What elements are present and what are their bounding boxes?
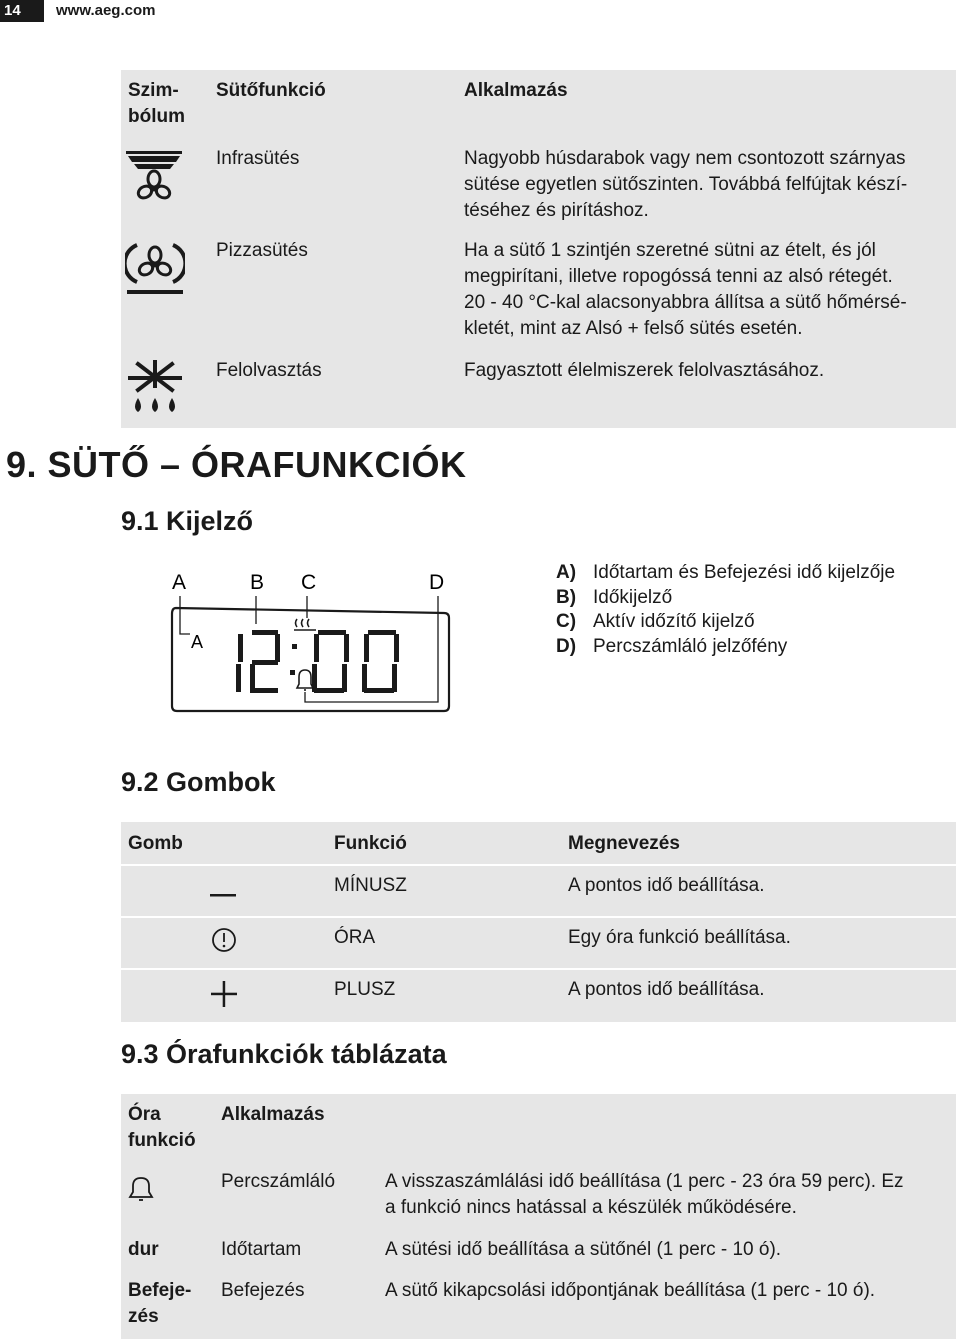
text-line: Fagyasztott élelmiszerek felolvasztásához. <box>464 360 825 381</box>
legend-key: A) <box>556 562 577 583</box>
function-name: Pizzasütés <box>216 240 308 261</box>
defrost-icon <box>126 360 184 423</box>
button-description: Egy óra funkció beállítása. <box>568 927 791 948</box>
legend-key: D) <box>556 635 577 657</box>
label-b: B <box>250 571 265 594</box>
function-symbol: Befeje- zés <box>128 1280 192 1327</box>
clock-icon <box>211 927 237 958</box>
header-symbol: Szim- bólum <box>128 80 185 127</box>
display-legend <box>556 561 895 659</box>
label-a: A <box>172 571 187 594</box>
application-text <box>385 1237 781 1263</box>
text-line: Ha a sütő 1 szintjén szeretné sütni az ételt, és jól <box>464 240 876 261</box>
active-timer-icon <box>294 619 316 630</box>
subsection-title-buttons: 9.2 Gombok <box>121 767 276 797</box>
legend-text: Időkijelző <box>593 586 673 608</box>
application-text <box>464 146 907 224</box>
infrared-grill-fan-icon <box>126 151 182 208</box>
function-symbol: dur <box>128 1239 159 1260</box>
page-header <box>0 0 960 22</box>
text-line: megpirítani, illetve ropogóssá tenni az alsó rétegét. <box>464 266 893 287</box>
header-button: Gomb <box>128 833 183 854</box>
legend-item <box>556 610 895 635</box>
header-clock-function: Óra funkció <box>128 1104 196 1151</box>
table-row <box>121 970 956 1022</box>
section-title: 9. SÜTŐ – ÓRAFUNKCIÓK <box>6 444 467 485</box>
header-function: Funkció <box>334 833 407 854</box>
header-name: Megnevezés <box>568 833 680 854</box>
text-line: sütése egyetlen sütőszinten. Továbbá felfújtak készí- <box>464 174 908 195</box>
legend-item <box>556 635 895 660</box>
function-name: Infrasütés <box>216 148 300 169</box>
function-name: Felolvasztás <box>216 360 322 381</box>
text-line: A sütési idő beállítása a sütőnél (1 perc - 10 ó). <box>385 1239 782 1260</box>
legend-text: Percszámláló jelzőfény <box>593 635 788 657</box>
application-text <box>464 238 907 342</box>
function-name: Befejezés <box>221 1280 305 1301</box>
text-line: a funkció nincs hatással a készülék működésére. <box>385 1197 797 1218</box>
minus-icon <box>210 886 238 904</box>
plus-icon <box>210 980 238 1013</box>
header-row <box>121 822 956 866</box>
function-name: ÓRA <box>334 927 376 948</box>
legend-key: C) <box>556 611 577 632</box>
text-line: 20 - 40 °C-kal alacsonyabbra állítsa a sütő hőmérsé- <box>464 292 907 313</box>
legend-key: B) <box>556 586 577 608</box>
function-name: MÍNUSZ <box>334 875 407 896</box>
buttons-table <box>121 822 956 1022</box>
label-c: C <box>301 571 317 594</box>
header-application: Alkalmazás <box>221 1104 325 1125</box>
table-row <box>121 866 956 918</box>
oven-functions-table <box>121 70 956 428</box>
label-d: D <box>429 571 445 594</box>
subsection-title-clock-functions: 9.3 Órafunkciók táblázata <box>121 1039 447 1069</box>
pizza-fan-icon <box>125 240 185 301</box>
legend-item <box>556 561 895 586</box>
function-name: PLUSZ <box>334 979 396 1000</box>
subsection-title-display: 9.1 Kijelző <box>121 506 254 536</box>
application-text <box>464 358 824 384</box>
legend-text: Aktív időzítő kijelző <box>593 611 755 632</box>
header-application: Alkalmazás <box>464 80 568 101</box>
legend-text: Időtartam és Befejezési idő kijelzője <box>593 562 896 583</box>
text-line: A sütő kikapcsolási időpontjának beállítása (1 perc - 10 ó). <box>385 1280 876 1301</box>
text-line: A visszaszámlálási idő beállítása (1 perc - 23 óra 59 perc). Ez <box>385 1171 904 1192</box>
display-inner-a: A <box>191 632 204 652</box>
table-row <box>121 918 956 970</box>
bell-indicator-icon <box>297 670 313 690</box>
function-name: Időtartam <box>221 1239 302 1260</box>
button-description: A pontos idő beállítása. <box>568 875 765 896</box>
text-line: kletét, mint az Alsó + felső sütés esetén. <box>464 318 803 339</box>
application-text <box>385 1278 875 1304</box>
display-diagram <box>168 566 458 716</box>
website-url: www.aeg.com <box>56 2 156 19</box>
application-text <box>385 1169 904 1221</box>
clock-functions-table <box>121 1094 956 1339</box>
bell-icon <box>128 1176 154 1207</box>
function-name: Percszámláló <box>221 1171 336 1192</box>
text-line: téséhez és pirításhoz. <box>464 200 649 221</box>
legend-item <box>556 586 895 611</box>
page-number: 14 <box>0 0 44 22</box>
text-line: Nagyobb húsdarabok vagy nem csontozott szárnyas <box>464 148 906 169</box>
header-function: Sütőfunkció <box>216 80 326 101</box>
button-description: A pontos idő beállítása. <box>568 979 765 1000</box>
